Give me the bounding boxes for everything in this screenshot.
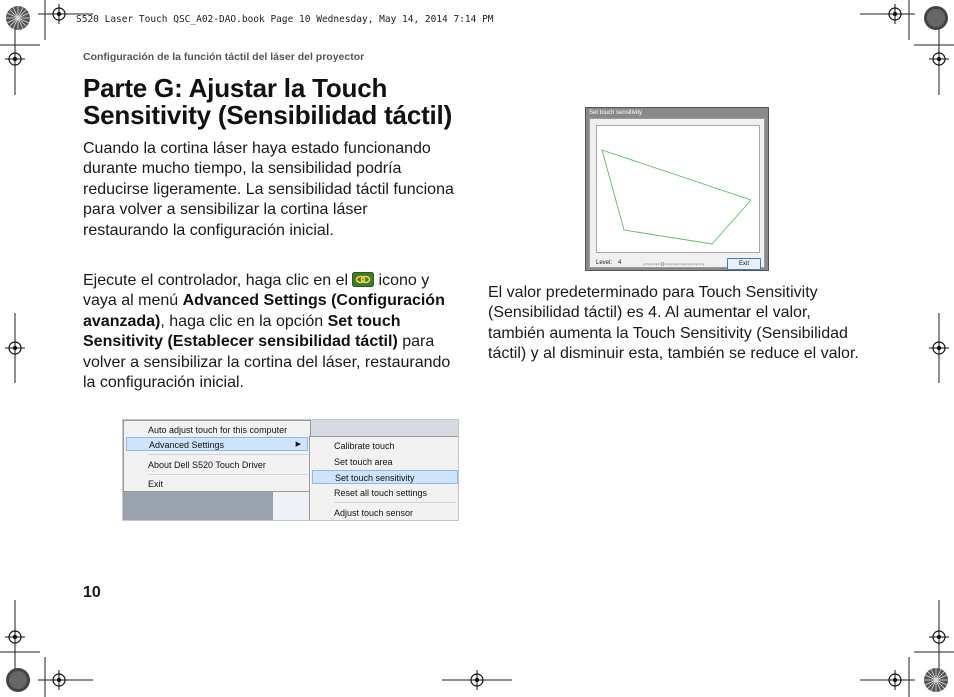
registration-mark-icon	[49, 670, 69, 690]
print-header: S520 Laser Touch QSC_A02-DAO.book Page 10 Wednesday, May 14, 2014 7:14 PM	[76, 14, 494, 25]
instr-text-1: Ejecute el controlador, haga clic en el	[83, 272, 349, 289]
registration-mark-icon	[885, 4, 905, 24]
menu-separator	[148, 474, 308, 475]
sensitivity-canvas	[596, 125, 760, 253]
registration-mark-icon	[929, 338, 949, 358]
touch-area-polygon	[597, 126, 759, 252]
menu-item-advanced-label: Advanced Settings	[149, 440, 225, 450]
registration-mark-icon	[467, 670, 487, 690]
submenu-item-adjust-sensor[interactable]: Adjust touch sensor	[334, 508, 414, 518]
sensitivity-dialog	[585, 107, 769, 271]
registration-mark-icon	[5, 627, 25, 647]
context-menu	[123, 420, 311, 492]
submenu-item-reset[interactable]: Reset all touch settings	[334, 488, 428, 498]
color-wheel-icon	[5, 667, 31, 693]
page-number: 10	[83, 584, 101, 601]
chevron-right-icon: ▶	[295, 441, 301, 448]
registration-mark-icon	[929, 49, 949, 69]
menu-item-advanced-settings[interactable]	[126, 437, 308, 451]
running-head: Configuración de la función táctil del láser del proyector	[83, 51, 365, 63]
instr-text-3: , haga clic en la opción	[160, 312, 328, 330]
dialog-body	[589, 118, 765, 268]
level-label: Level:	[596, 260, 613, 266]
instr-text-4: para volver a sensibilizar la cortina del láser, restaurando la configuración inicial.	[83, 333, 451, 392]
registration-mark-icon	[929, 627, 949, 647]
color-wheel-icon	[923, 5, 949, 31]
menu-separator	[334, 502, 456, 503]
registration-mark-icon	[5, 338, 25, 358]
menu-screenshot	[122, 419, 459, 521]
submenu-item-calibrate[interactable]: Calibrate touch	[334, 441, 395, 451]
submenu-item-touch-sensitivity[interactable]: Set touch sensitivity	[312, 470, 458, 484]
paragraph-intro: Cuando la cortina láser haya estado funcionando durante mucho tiempo, la sensibilidad podría reducirse ligeramente. La sensibilidad táctil funciona para volver a sensibilizar la cortina láser restaurando la configuración inicial.	[83, 140, 454, 239]
menu-item-auto-adjust[interactable]: Auto adjust touch for this computer	[148, 425, 288, 435]
registration-mark-icon	[49, 4, 69, 24]
registration-mark-icon	[5, 49, 25, 69]
paragraph-instructions	[83, 271, 458, 393]
menu-separator	[148, 454, 308, 455]
registration-mark-icon	[885, 670, 905, 690]
instr-text-2: icono y vaya al menú	[83, 272, 430, 310]
menu-item-about[interactable]: About Dell S520 Touch Driver	[148, 460, 266, 470]
menu-name-bold: Advanced Settings (Configuración avanzada)	[83, 292, 445, 330]
color-wheel-icon	[5, 5, 31, 31]
option-name-bold: Set touch Sensitivity (Establecer sensibilidad táctil)	[83, 312, 401, 351]
level-value: 4	[618, 260, 622, 266]
level-slider[interactable]	[628, 262, 720, 266]
controller-tray-icon	[352, 272, 374, 287]
dialog-title: Set touch sensitivity	[589, 110, 643, 116]
color-wheel-icon	[923, 667, 949, 693]
page-title: Parte G: Ajustar la Touch Sensitivity (Sensibilidad táctil)	[83, 73, 453, 130]
paragraph-default-value: El valor predeterminado para Touch Sensitivity (Sensibilidad táctil) es 4. Al aumentar el valor, también aumenta la Touch Sensitivity (Sensibilidad táctil) y al disminuir esta, también se reduce el valor.	[488, 284, 859, 363]
menu-item-exit[interactable]: Exit	[148, 479, 164, 489]
submenu-item-touch-area[interactable]: Set touch area	[334, 457, 393, 467]
submenu-advanced	[309, 436, 459, 521]
exit-button[interactable]: Exit	[727, 258, 761, 270]
